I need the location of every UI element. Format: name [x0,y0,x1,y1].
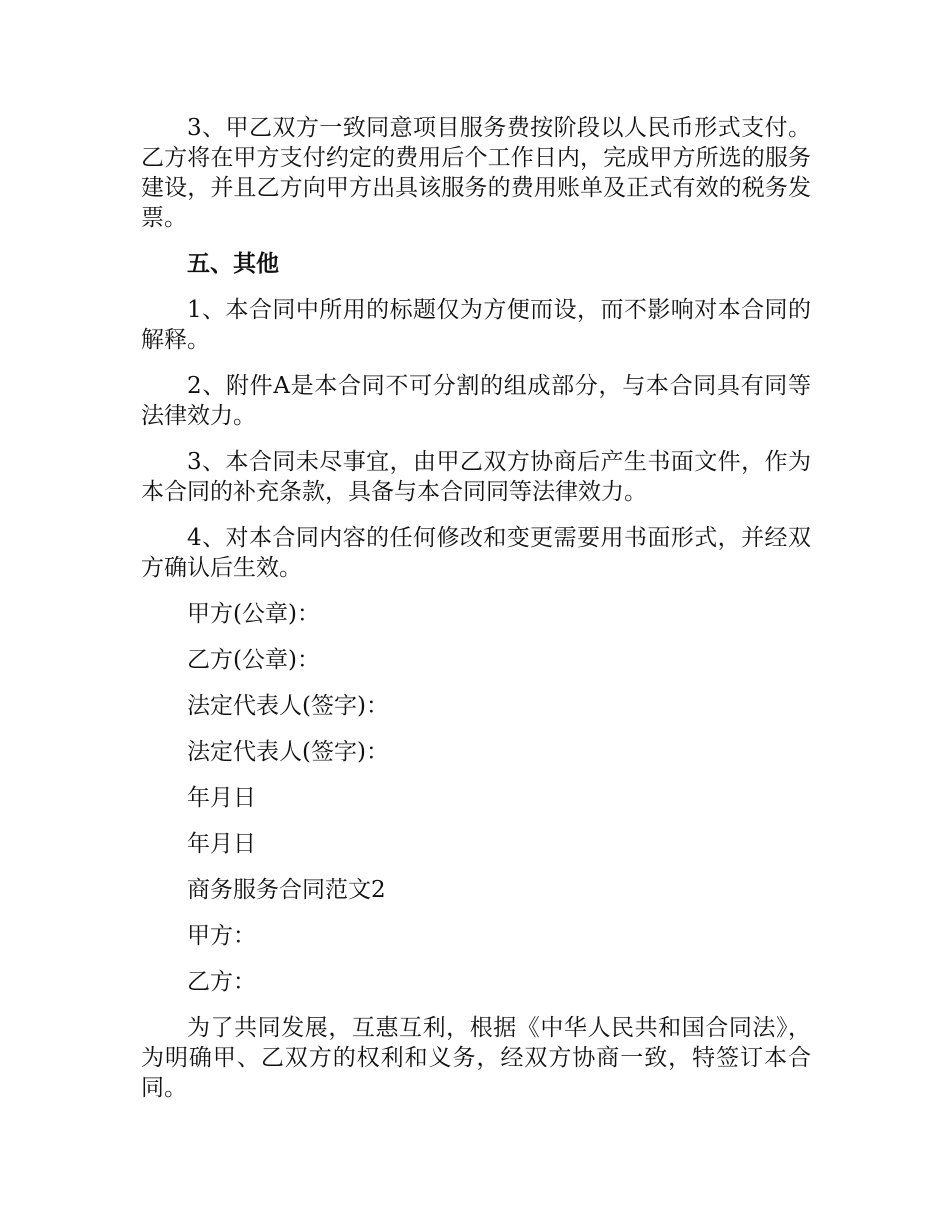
document-page [141,113,811,1119]
payment-clause: 3、甲乙双方一致同意项目服务费按阶段以人民币形式支付。乙方将在甲方支付约定的费用后个工作日内，完成甲方所选的服务建设，并且乙方向甲方出具该服务的费用账单及正式有效的税务发票。 [141,115,811,231]
party-b-label: 乙方： [187,969,256,995]
other-clause-2: 2、附件A是本合同不可分割的组成部分，与本合同具有同等法律效力。 [141,373,811,429]
party-a-representative: 法定代表人(签字)： [187,693,389,719]
other-clause-4: 4、对本合同内容的任何修改和变更需要用书面形式，并经双方确认后生效。 [141,525,811,581]
contract-title-2: 商务服务合同范文2 [187,877,386,903]
party-a-date: 年月日 [187,785,256,811]
party-b-seal: 乙方(公章)： [187,647,320,673]
party-a-label: 甲方： [187,923,256,949]
party-b-date: 年月日 [187,831,256,857]
intro-paragraph: 为了共同发展，互惠互利，根据《中华人民共和国合同法》，为明确甲、乙双方的权利和义务，经双方协商一致，特签订本合同。 [141,1015,811,1101]
other-clause-3: 3、本合同未尽事宜，由甲乙双方协商后产生书面文件，作为本合同的补充条款，具备与本合同同等法律效力。 [141,449,811,505]
other-clause-1: 1、本合同中所用的标题仅为方便而设，而不影响对本合同的解释。 [141,297,811,353]
section-heading-other: 五、其他 [187,250,279,277]
party-b-representative: 法定代表人(签字)： [187,739,389,765]
party-a-seal: 甲方(公章)： [187,601,320,627]
